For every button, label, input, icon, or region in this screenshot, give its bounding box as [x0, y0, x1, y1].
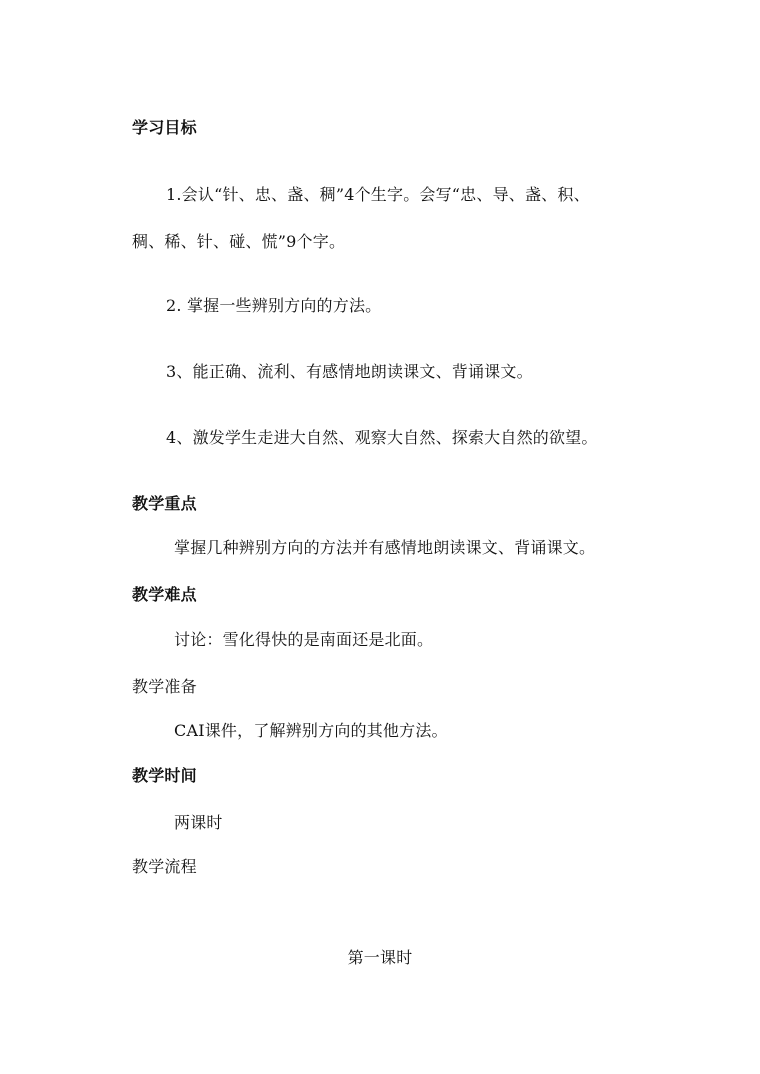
- difficulties-heading: 教学难点: [132, 585, 197, 604]
- preparation-text: CAI课件，了解辨别方向的其他方法。: [174, 721, 448, 740]
- time-heading: 教学时间: [132, 766, 197, 785]
- objective-item-1-line-1: 1.会认“针、忠、盏、稠”4个生字。会写“忠、导、盏、积、: [166, 185, 590, 204]
- objective-item-1-line-2: 稠、稀、针、碰、慌”9个字。: [132, 232, 346, 251]
- difficulties-text: 讨论：雪化得快的是南面还是北面。: [174, 630, 434, 649]
- objectives-heading: 学习目标: [132, 118, 197, 137]
- objective-item-4: 4、激发学生走进大自然、观察大自然、探索大自然的欲望。: [166, 428, 598, 447]
- lesson-title: 第一课时: [347, 948, 413, 967]
- process-heading: 教学流程: [132, 857, 197, 876]
- key-points-heading: 教学重点: [132, 494, 197, 513]
- preparation-heading: 教学准备: [132, 677, 197, 696]
- time-text: 两课时: [174, 813, 223, 832]
- objective-item-2: 2. 掌握一些辨别方向的方法。: [166, 296, 382, 315]
- objective-item-3: 3、能正确、流利、有感情地朗读课文、背诵课文。: [166, 362, 533, 381]
- key-points-text: 掌握几种辨别方向的方法并有感情地朗读课文、背诵课文。: [174, 538, 596, 557]
